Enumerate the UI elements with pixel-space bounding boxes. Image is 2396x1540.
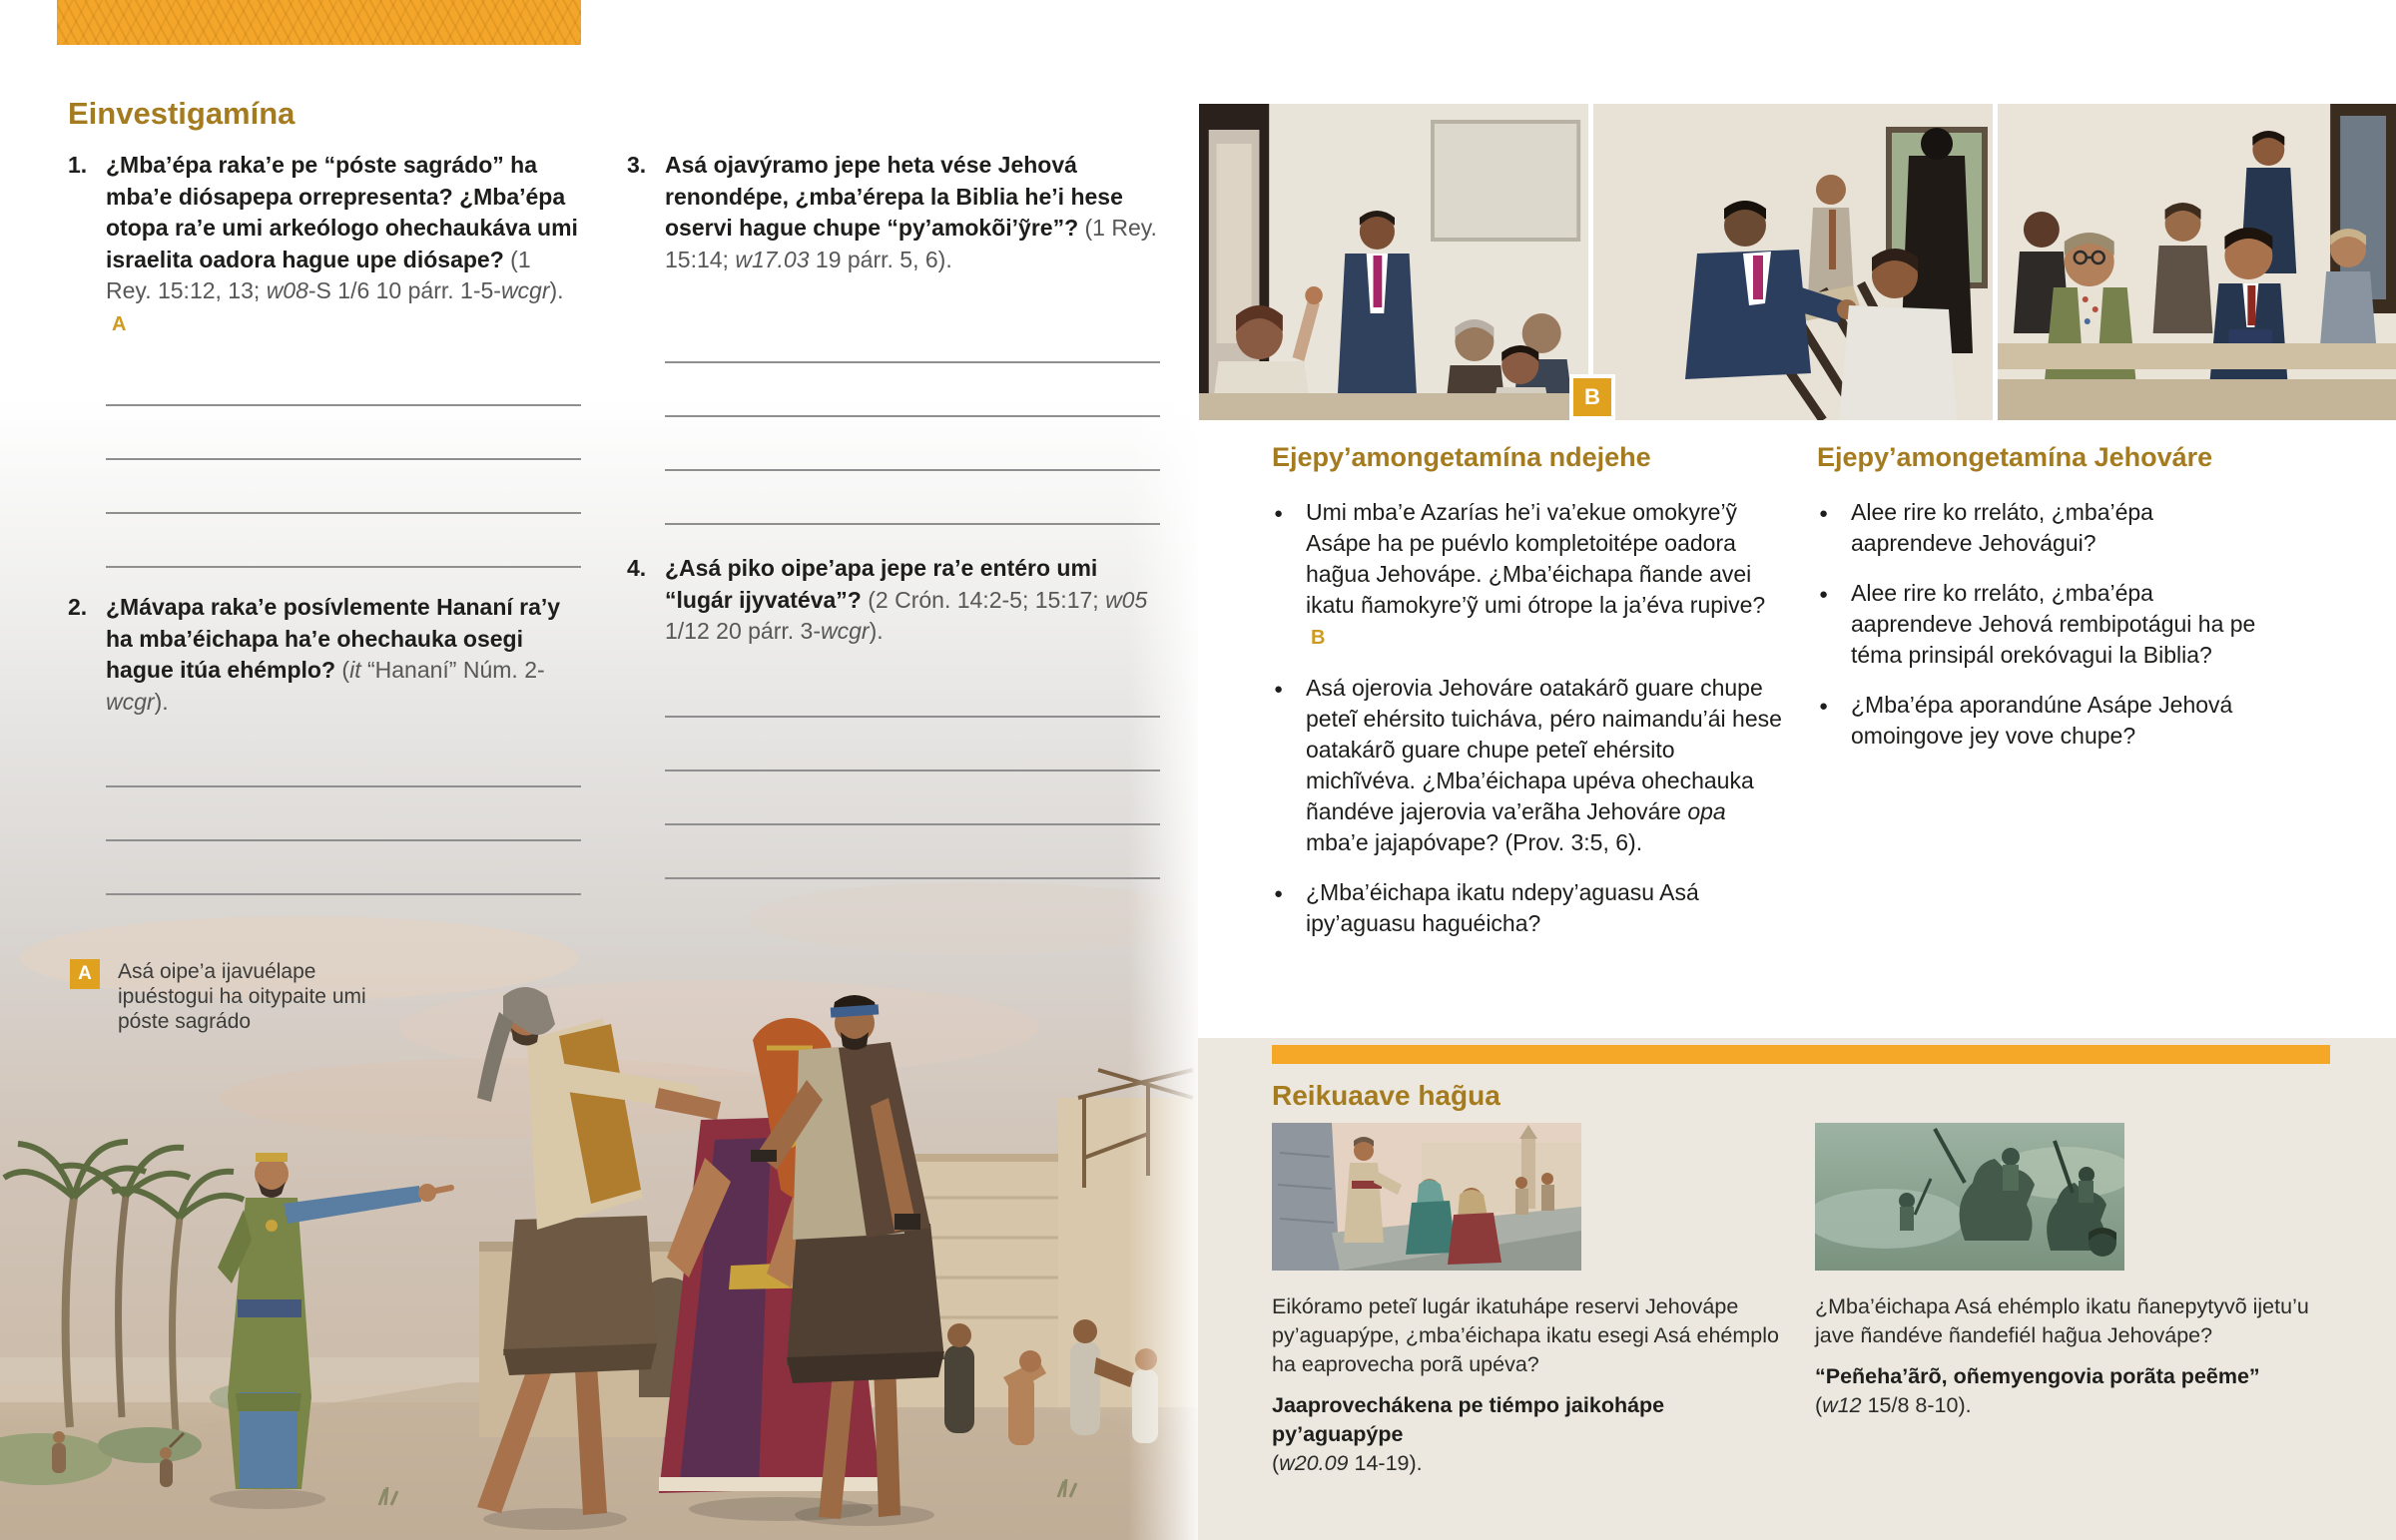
answer-lines: [106, 734, 581, 895]
figure-a-caption-block: [70, 959, 417, 1034]
question-1: 1. ¿Mba’épa raka’e pe “póste sagrádo” ha mba’e diósapepa orrepresenta? ¿Mba’épa otopa ra’e umi arkeólogo ohechaukáva umi israelita oadora hague upe diósape? (1 Rey. 15:12, 13; w08-S 1/6 10 párr. 1-5-wcgr). A: [68, 150, 581, 340]
battle-horsemen-thumbnail: [1815, 1123, 2124, 1271]
answer-line: [665, 771, 1160, 825]
brothers-conversation-photo: [1593, 104, 1993, 420]
learn-more-article-title: Jaaprovechákena pe tiémpo jaikohápe py’aguapýpe: [1272, 1393, 1665, 1446]
answer-line: [106, 352, 581, 406]
figure-b-badge: B: [1573, 378, 1611, 416]
learn-more-section: [1198, 1038, 2396, 1540]
answer-lines: [106, 352, 581, 568]
answer-line: [106, 460, 581, 514]
reflection-bullet: ● Umi mba’e Azarías he’i va’ekue omokyre’ỹ Asápe ha pe puévlo kompletoitépe oadora hag̃ua Jehovápe. ¿Mba’éichapa ñande avei ikatu ñamokyre’ỹ umi ótrope la ja’éva rupive? B: [1272, 497, 1786, 654]
answer-line: [665, 309, 1160, 363]
reflection-bullet: ● ¿Mba’éichapa ikatu ndepy’aguasu Asá ipy’aguasu haguéicha?: [1272, 877, 1786, 939]
learn-more-reference: (w20.09 14-19).: [1272, 1451, 1423, 1475]
answer-line: [665, 417, 1160, 471]
reflection-bullet: ● Alee rire ko rreláto, ¿mba’épa aaprendeve Jehovágui?: [1817, 497, 2276, 559]
answer-line: [665, 471, 1160, 525]
figure-a-marker: A: [112, 312, 127, 335]
reflection-self-title: Ejepy’amongetamína ndejehe: [1272, 442, 1651, 472]
answer-line: [665, 664, 1160, 718]
reflection-self-column: [1272, 442, 1786, 958]
question-number: 3.: [627, 152, 647, 178]
questions-column-1: [68, 150, 581, 895]
answer-line: [106, 841, 581, 895]
research-section-title: Einvestigamína: [68, 96, 296, 131]
answer-line: [665, 718, 1160, 771]
question-4: 4. ¿Asá piko oipe’apa jepe ra’e entéro umi “lugár ijyvatéva”? (2 Crón. 14:2-5; 15:17; w05 1/12 20 párr. 3-wcgr).: [627, 553, 1160, 648]
question-2: 2. ¿Mávapa raka’e posívlemente Hananí ra’y ha mba’éichapa ha’e ohechauka osegi hague itúa ehémplo? (it “Hananí” Núm. 2-wcgr).: [68, 592, 581, 718]
learn-more-question: Eikóramo peteĩ lugár ikatuhápe reservi Jehovápe py’aguapýpe, ¿mba’éichapa ikatu esegi Asá ehémplo ha eaprovecha porã upéva?: [1272, 1294, 1779, 1376]
reflection-jehovah-title: Ejepy’amongetamína Jehováre: [1817, 442, 2213, 472]
congregation-seated-photo: [1998, 104, 2396, 420]
figure-a-badge: A: [70, 959, 100, 989]
reflection-jehovah-column: [1817, 442, 2276, 770]
meeting-photos-row: [1199, 104, 2396, 420]
figure-a-caption: Asá oipe’a ijavuélape ipuéstogui ha oitypaite umi póste sagrádo: [118, 960, 366, 1033]
reflection-bullet: ● Asá ojerovia Jehováre oatakárõ guare chupe peteĩ ehérsito tuicháva, péro naimandu’ái hese oatakárõ guare chupe peteĩ ehérsito michĩvéva. ¿Mba’éichapa upéva ohechauka ñandéve jajerovia va’erãha Jehováre opa mba’e jajapóvape? (Prov. 3:5, 6).: [1272, 673, 1786, 858]
question-number: 2.: [68, 594, 88, 620]
learn-more-item: [1272, 1123, 1779, 1478]
decorative-pattern-band: [57, 0, 581, 45]
answer-line: [106, 406, 581, 460]
learn-more-accent-bar: [1272, 1045, 2330, 1064]
question-number: 4.: [627, 555, 647, 581]
learn-more-item: [1815, 1123, 2354, 1420]
figure-b-marker: B: [1311, 627, 1326, 649]
answer-line: [106, 734, 581, 787]
answer-line: [106, 514, 581, 568]
question-number: 1.: [68, 152, 88, 178]
learn-more-question: ¿Mba’éichapa Asá ehémplo ikatu ñanepytyvõ ijetu’u jave ñandéve ñandefiél hag̃ua Jehovápe?: [1815, 1294, 2309, 1347]
learn-more-reference: (w12 15/8 8-10).: [1815, 1393, 1972, 1417]
asa-street-scene-thumbnail: [1272, 1123, 1581, 1271]
reflection-bullet: ● Alee rire ko rreláto, ¿mba’épa aaprendeve Jehová rembipotágui ha pe téma prinsipál orekóvagui la Biblia?: [1817, 578, 2276, 671]
answer-lines: [665, 309, 1160, 525]
questions-column-2: [627, 150, 1160, 879]
figure-b-badge-wrap: [1569, 374, 1615, 420]
congregation-hands-raised-photo: [1199, 104, 1588, 420]
question-3: 3. Asá ojavýramo jepe heta vése Jehová renondépe, ¿mba’érepa la Biblia he’i hese oservi hague chupe “py’amokõi’ỹre”? (1 Rey. 15:14; w17.03 19 párr. 5, 6).: [627, 150, 1160, 275]
learn-more-title: Reikuaave hag̃ua: [1272, 1080, 1500, 1111]
answer-line: [665, 363, 1160, 417]
reflection-bullet: ● ¿Mba’épa aporandúne Asápe Jehová omoingove jey vove chupe?: [1817, 690, 2276, 752]
answer-line: [665, 825, 1160, 879]
answer-lines: [665, 664, 1160, 879]
learn-more-article-title: “Peñeha’ãrõ, oñemyengovia porãta peẽme”: [1815, 1364, 2260, 1388]
answer-line: [106, 787, 581, 841]
